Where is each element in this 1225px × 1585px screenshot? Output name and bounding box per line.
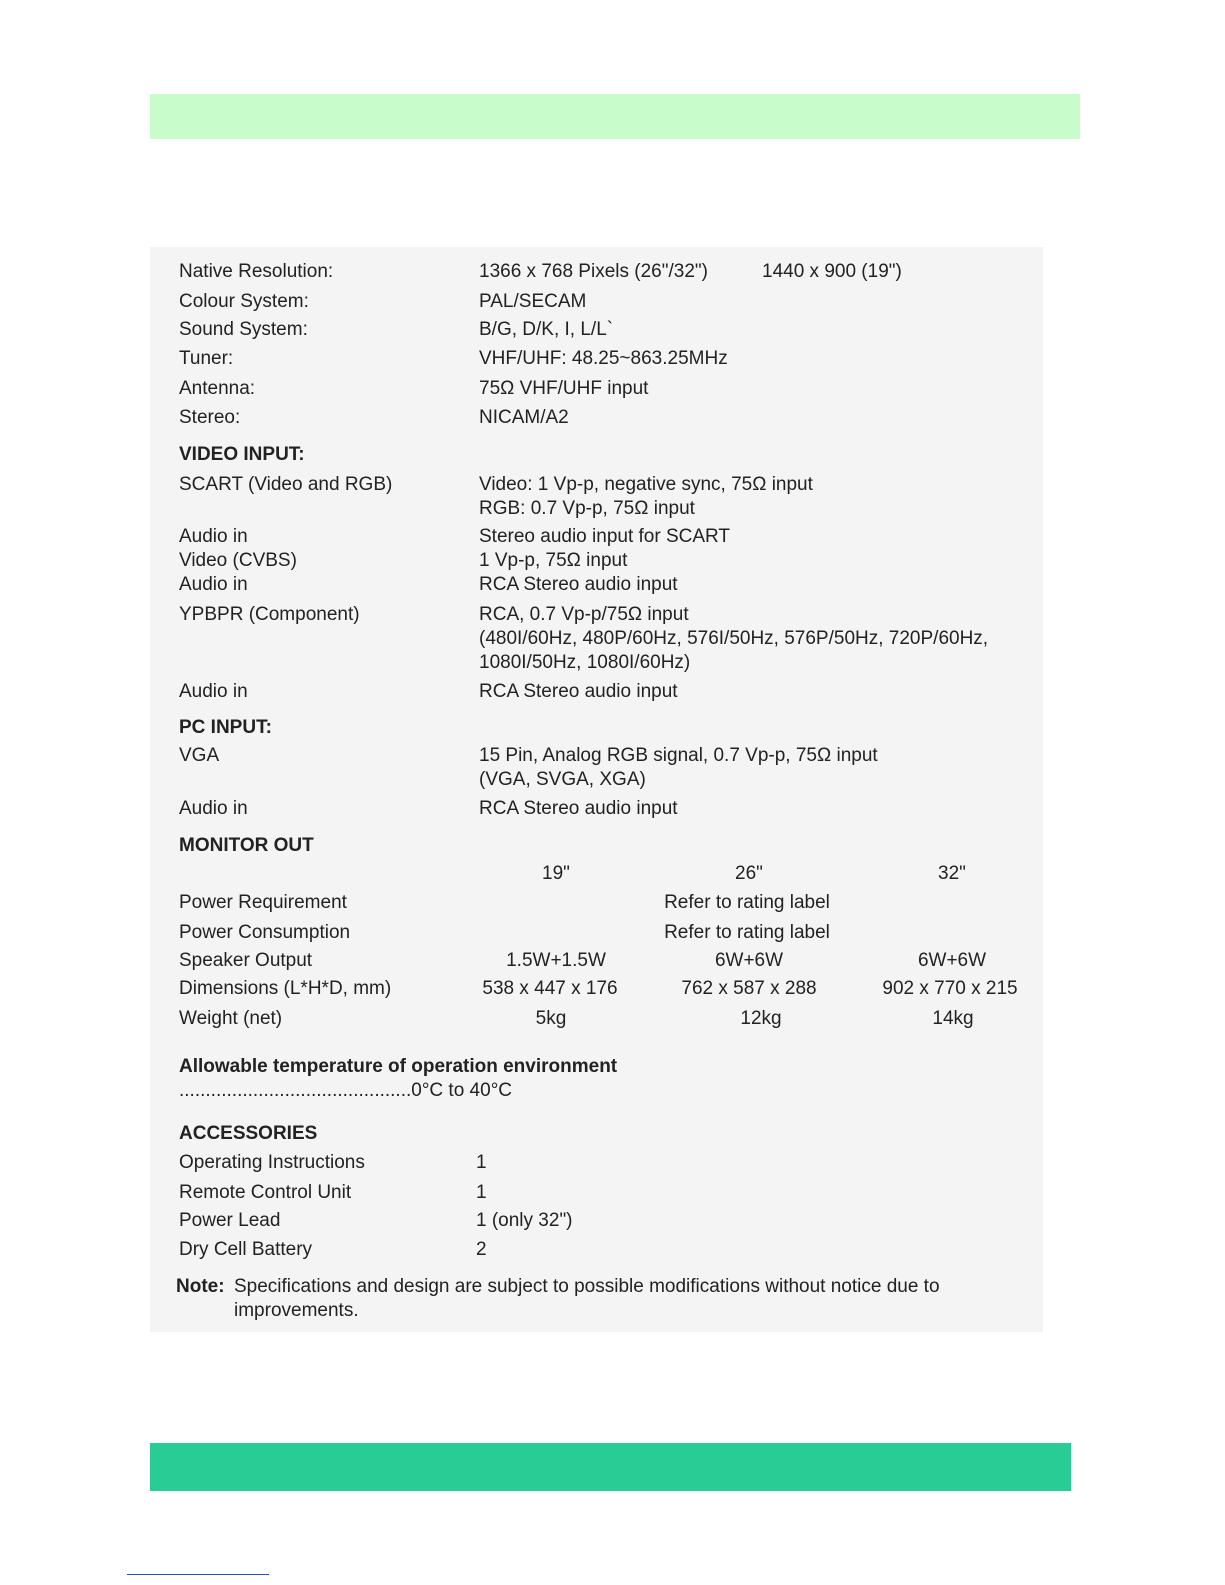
component-label: YPBPR (Component) xyxy=(179,604,360,625)
spec-value: NICAM/A2 xyxy=(479,407,569,428)
spec-label: Tuner: xyxy=(179,348,234,369)
spec-label: Antenna: xyxy=(179,378,256,399)
temperature-heading: Allowable temperature of operation environment xyxy=(179,1056,618,1077)
pc-input-heading: PC INPUT: xyxy=(179,717,272,738)
accessory-label: Remote Control Unit xyxy=(179,1182,352,1203)
dimensions-32: 902 x 770 x 215 xyxy=(882,978,1018,999)
scart-label: SCART (Video and RGB) xyxy=(179,474,393,495)
bottom-footer-band xyxy=(150,1443,1071,1491)
spec-label: Colour System: xyxy=(179,291,309,312)
weight-26: 12kg xyxy=(740,1008,782,1029)
note-label: Note: xyxy=(176,1276,225,1297)
spec-label: Native Resolution: xyxy=(179,261,334,282)
temperature-value: ............................................0°C to 40°C xyxy=(179,1080,513,1101)
speaker-output-label: Speaker Output xyxy=(179,950,313,971)
accessory-label: Dry Cell Battery xyxy=(179,1239,313,1260)
accessory-label: Power Lead xyxy=(179,1210,281,1231)
top-header-band xyxy=(150,94,1080,139)
power-consumption-label: Power Consumption xyxy=(179,922,351,943)
monitor-out-heading: MONITOR OUT xyxy=(179,835,314,856)
power-requirement-label: Power Requirement xyxy=(179,892,347,913)
vga-label: VGA xyxy=(179,745,220,766)
component-value: RCA, 0.7 Vp-p/75Ω input xyxy=(479,604,689,625)
dimensions-label: Dimensions (L*H*D, mm) xyxy=(179,978,392,999)
weight-19: 5kg xyxy=(535,1008,567,1029)
speaker-output-32: 6W+6W xyxy=(917,950,987,971)
spec-label: Sound System: xyxy=(179,319,308,340)
cvbs-label: Video (CVBS) xyxy=(179,550,297,571)
video-input-heading: VIDEO INPUT: xyxy=(179,444,305,465)
accessories-heading: ACCESSORIES xyxy=(179,1123,318,1144)
power-requirement-value: Refer to rating label xyxy=(664,892,830,913)
speaker-output-19: 1.5W+1.5W xyxy=(506,950,606,971)
spec-value: VHF/UHF: 48.25~863.25MHz xyxy=(479,348,728,369)
audio-in-value: RCA Stereo audio input xyxy=(479,574,678,595)
audio-in-label: Audio in xyxy=(179,681,248,702)
vga-modes: (VGA, SVGA, XGA) xyxy=(479,769,646,790)
speaker-output-26: 6W+6W xyxy=(714,950,784,971)
power-consumption-value: Refer to rating label xyxy=(664,922,830,943)
audio-in-label: Audio in xyxy=(179,526,248,547)
component-formats-cont: 1080I/50Hz, 1080I/60Hz) xyxy=(479,652,691,673)
vga-value: 15 Pin, Analog RGB signal, 0.7 Vp-p, 75Ω input xyxy=(479,745,878,766)
spec-value: 1366 x 768 Pixels (26"/32") xyxy=(479,261,708,282)
spec-value: B/G, D/K, I, L/L` xyxy=(479,319,614,340)
note-text: Specifications and design are subject to possible modifications without notice due to xyxy=(234,1276,940,1297)
component-formats: (480I/60Hz, 480P/60Hz, 576I/50Hz, 576P/50Hz, 720P/60Hz, xyxy=(479,628,989,649)
accessory-qty: 1 xyxy=(476,1152,487,1173)
spec-value-secondary: 1440 x 900 (19") xyxy=(762,261,902,282)
column-header-26: 26" xyxy=(735,863,763,884)
footer-link-underline[interactable] xyxy=(127,1574,269,1575)
spec-value: 75Ω VHF/UHF input xyxy=(479,378,649,399)
audio-in-label: Audio in xyxy=(179,574,248,595)
scart-value: Video: 1 Vp-p, negative sync, 75Ω input xyxy=(479,474,813,495)
cvbs-value: 1 Vp-p, 75Ω input xyxy=(479,550,628,571)
audio-in-label: Audio in xyxy=(179,798,248,819)
audio-in-value: RCA Stereo audio input xyxy=(479,798,678,819)
weight-32: 14kg xyxy=(932,1008,974,1029)
dimensions-19: 538 x 447 x 176 xyxy=(482,978,618,999)
weight-label: Weight (net) xyxy=(179,1008,283,1029)
column-header-19: 19" xyxy=(542,863,570,884)
audio-in-value: RCA Stereo audio input xyxy=(479,681,678,702)
note-text-cont: improvements. xyxy=(234,1300,359,1321)
accessory-qty: 1 xyxy=(476,1182,487,1203)
column-header-32: 32" xyxy=(938,863,966,884)
dimensions-26: 762 x 587 x 288 xyxy=(681,978,817,999)
accessory-label: Operating Instructions xyxy=(179,1152,365,1173)
scart-value-rgb: RGB: 0.7 Vp-p, 75Ω input xyxy=(479,498,695,519)
spec-label: Stereo: xyxy=(179,407,241,428)
audio-in-value: Stereo audio input for SCART xyxy=(479,526,731,547)
accessory-qty: 1 (only 32") xyxy=(476,1210,573,1231)
spec-value: PAL/SECAM xyxy=(479,291,587,312)
accessory-qty: 2 xyxy=(476,1239,487,1260)
